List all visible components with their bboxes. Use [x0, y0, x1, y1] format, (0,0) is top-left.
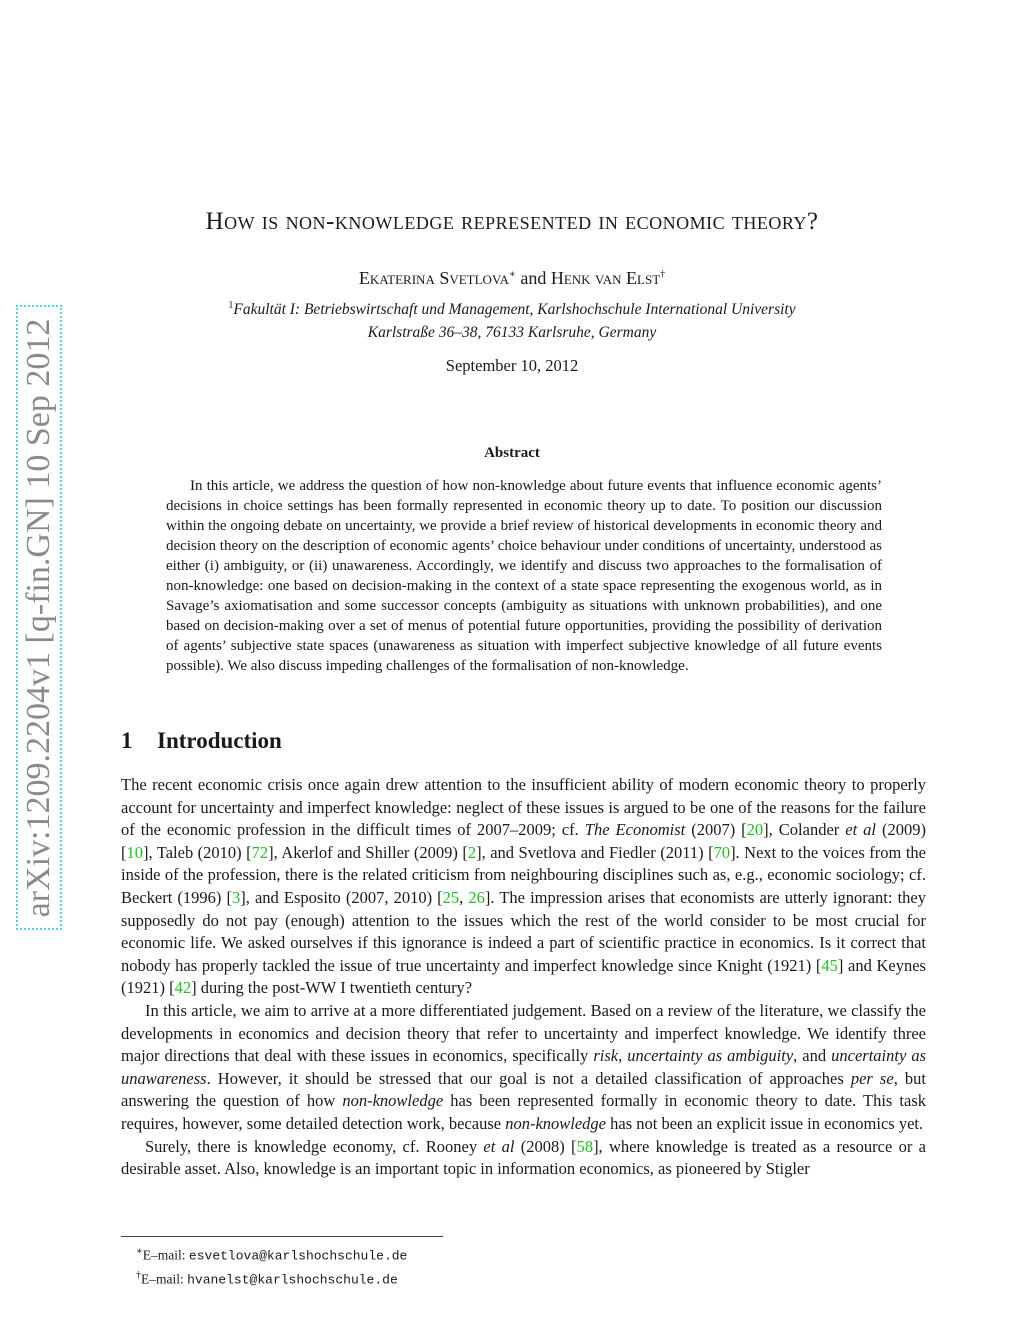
text-run: . However, it should be stressed that our goal is not a detailed classification of approaches — [206, 1068, 851, 1088]
citation-link[interactable]: 72 — [251, 842, 269, 862]
citation-link[interactable]: 2 — [467, 842, 477, 862]
footnotes — [136, 1242, 407, 1289]
author-2-mark: † — [660, 269, 666, 280]
abstract-text: In this article, we address the question of how non-knowledge about future events that influence economic agents’ decisions in choice settings has been formally represented in economic theory up to date. To position our discussion within the ongoing debate on uncertainty, we provide a brief review of historical developments in economic theory and decision theory on the description of economic agents’ choice behaviour under conditions of uncertainty, understood as either (i) ambiguity, or (ii) unawareness. Accordingly, we identify and discuss two approaches to the formalisation of non-knowledge: one based on decision-making in the context of a state space representing the exogenous world, as in Savage’s axiomatisation and some successor concepts (ambiguity as situations with unknown probabilities), and one based on decision-making over a set of menus of potential future opportunities, providing the possibility of derivation of agents’ subjective state spaces (unawareness as situation with imperfect subjective knowledge of all future events possible). We also discuss impeding challenges of the formalisation of non-knowledge. — [166, 478, 882, 674]
text-run: ], Akerlof and Shiller (2009) [ — [268, 842, 468, 862]
paragraph-3 — [121, 1136, 926, 1181]
author-1-mark: ∗ — [509, 269, 516, 280]
text-run: The recent economic crisis once again drew attention to the insufficient ability of modern economic theory to properly account for uncertainty and imperfect knowledge: neglect of these issues is argued to be one of the reasons for the failure of the economic profession in the difficult times of 2007–2009; cf. — [121, 775, 926, 840]
paragraph-1 — [121, 774, 926, 1000]
text-run: ]. Next to the voices from the inside of the profession, there is the related criticism from neighbouring disciplines such as, e.g., economic sociology; cf. Beckert (1996) [ — [121, 842, 926, 907]
affiliation-mark: 1 — [228, 300, 234, 311]
text-run: (2009) [ — [121, 820, 926, 862]
footnote-label: E–mail: — [142, 1247, 189, 1263]
citation-link[interactable]: 45 — [821, 955, 838, 975]
paper-title: How is non-knowledge represented in economic theory? — [205, 208, 819, 235]
text-run: , — [618, 1046, 628, 1066]
citation-link[interactable]: 70 — [713, 842, 731, 862]
text-run: ] during the post-WW I twentieth century? — [191, 978, 473, 998]
emphasis: risk — [593, 1046, 619, 1066]
text-run: (2008) [ — [514, 1136, 577, 1156]
emphasis: et al — [845, 820, 876, 840]
affiliation-line-1: Fakultät I: Betriebswirtschaft und Management, Karlshochschule International University — [233, 301, 796, 319]
text-run: has been represented formally in economic theory to date. This task requires, however, some detailed detection work, because — [121, 1091, 926, 1133]
author-connector: and — [515, 268, 551, 288]
text-run: (2007) [ — [685, 820, 747, 840]
section-title: Introduction — [157, 728, 282, 753]
emphasis: uncertainty as unawareness — [121, 1046, 927, 1088]
text-run: ], Taleb (2010) [ — [143, 842, 252, 862]
paragraph-2 — [121, 1000, 926, 1136]
text-run: ], where knowledge is treated as a resource or a desirable asset. Also, knowledge is an important topic in information economics, as pioneered by Stigler — [121, 1136, 926, 1179]
abstract-heading: Abstract — [484, 445, 540, 461]
footnote-2 — [136, 1266, 407, 1290]
emphasis: non-knowledge — [505, 1113, 607, 1133]
footnote-mark: ∗ — [136, 1246, 143, 1257]
arxiv-id: arXiv:1209.2204v1 [q-fin.GN] 10 Sep 2012 — [20, 318, 57, 917]
text-run: , but answering the question of how — [121, 1068, 926, 1111]
citation-link[interactable]: 20 — [746, 820, 764, 840]
emphasis: per se — [850, 1068, 894, 1088]
text-run: , and — [793, 1046, 832, 1066]
text-run: ] and Keynes (1921) [ — [121, 955, 926, 998]
text-run: has not been an explicit issue in economics yet. — [606, 1113, 924, 1133]
emphasis: uncertainty as ambiguity — [627, 1046, 794, 1066]
section-number: 1 — [121, 728, 133, 753]
authors — [0, 268, 1024, 289]
citation-link[interactable]: 58 — [576, 1136, 594, 1156]
email-link[interactable]: esvetlova@karlshochschule.de — [188, 1248, 408, 1264]
citation-link[interactable]: 42 — [174, 978, 192, 998]
citation-link[interactable]: 3 — [232, 887, 241, 907]
arxiv-stamp — [16, 305, 62, 930]
body-text — [121, 774, 926, 1181]
emphasis: The Economist — [584, 820, 686, 840]
citation-link[interactable]: 10 — [126, 842, 143, 862]
paper-date: September 10, 2012 — [445, 356, 579, 375]
text-run: ]. The impression arises that economists are utterly ignorant: they supposedly do not pay (enough) attention to the issues which the rest of the world consider to be most crucial for economic life. We asked ourselves if this ignorance is indeed a part of scientific practice in economics. Is it correct that nobody has properly tackled the issue of true uncertainty and imperfect knowledge since Knight (1921) [ — [121, 887, 926, 975]
footnote-rule — [121, 1236, 443, 1237]
footnote-1 — [136, 1242, 407, 1266]
citation-link[interactable]: 26 — [468, 887, 485, 907]
emphasis: et al — [483, 1136, 515, 1156]
footnote-mark: † — [136, 1269, 141, 1281]
author-2: Henk van Elst — [550, 268, 661, 288]
section-heading — [121, 728, 282, 754]
text-run: In this article, we aim to arrive at a more differentiated judgement. Based on a review of the literature, we classify the developments in economics and decision theory that refer to uncertainty and imperfect knowledge. We identify three major directions that deal with these issues in economics, specifically — [121, 1000, 926, 1066]
text-run: Surely, there is knowledge economy, cf. Rooney — [145, 1136, 484, 1156]
text-run: ], Colander — [763, 820, 846, 840]
author-1: Ekaterina Svetlova — [358, 268, 510, 288]
affiliation-line-2: Karlstraße 36–38, 76133 Karlsruhe, Germany — [367, 324, 657, 342]
emphasis: non-knowledge — [342, 1091, 444, 1111]
text-run: , — [459, 887, 469, 907]
citation-link[interactable]: 25 — [442, 887, 460, 907]
text-run: ], and Esposito (2007, 2010) [ — [240, 887, 443, 907]
footnote-label: E–mail: — [141, 1271, 188, 1286]
text-run: ], and Svetlova and Fiedler (2011) [ — [476, 842, 714, 862]
affiliation — [0, 294, 1024, 344]
email-link[interactable]: hvanelst@karlshochschule.de — [187, 1272, 398, 1287]
